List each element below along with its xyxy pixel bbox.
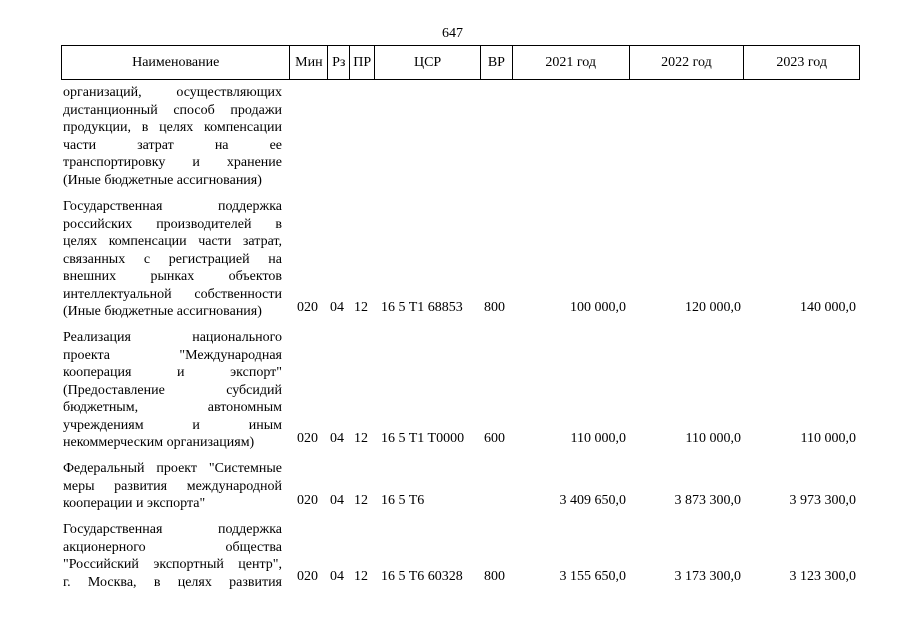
page-number: 647 xyxy=(442,26,463,41)
row-description xyxy=(63,84,282,189)
cell-2022: 110 000,0 xyxy=(685,431,741,446)
description-line: дистанционный способ продажи xyxy=(63,102,282,118)
cell-2022: 3 873 300,0 xyxy=(674,493,741,508)
description-line: части затрат на ее xyxy=(63,137,282,153)
cell-2021: 3 155 650,0 xyxy=(559,569,626,584)
description-line: организаций, осуществляющих xyxy=(63,85,282,100)
description-line: Реализация национального xyxy=(63,330,282,345)
row-values xyxy=(61,493,860,511)
description-line: интеллектуальной собственности xyxy=(63,286,282,302)
header-pr: ПР xyxy=(350,46,375,79)
cell-min: 020 xyxy=(297,493,318,508)
description-line: меры развития международной xyxy=(63,478,282,494)
cell-csr: 16 5 T1 68853 xyxy=(381,300,463,315)
cell-min: 020 xyxy=(297,569,318,584)
description-line: бюджетным, автономным xyxy=(63,400,282,415)
cell-2021: 100 000,0 xyxy=(570,300,626,315)
cell-csr: 16 5 T6 xyxy=(381,493,425,508)
description-line: (Иные бюджетные ассигнования) xyxy=(63,172,262,188)
header-rz: Рз xyxy=(328,46,350,79)
header-csr: ЦСР xyxy=(375,46,481,79)
header-name: Наименование xyxy=(62,46,290,79)
cell-pr: 12 xyxy=(354,300,368,315)
cell-pr: 12 xyxy=(354,431,368,446)
cell-pr: 12 xyxy=(354,569,368,584)
description-line: некоммерческим организациям) xyxy=(63,435,255,450)
description-line: (Иные бюджетные ассигнования) xyxy=(63,304,262,319)
cell-csr: 16 5 T1 T0000 xyxy=(381,431,465,446)
description-line: Федеральный проект "Системные xyxy=(63,461,282,476)
table-header xyxy=(61,45,860,80)
cell-2023: 3 123 300,0 xyxy=(789,569,856,584)
cell-2021: 110 000,0 xyxy=(570,431,626,446)
row-values xyxy=(61,431,860,449)
cell-pr: 12 xyxy=(354,493,368,508)
header-vr: ВР xyxy=(481,46,513,79)
cell-rz: 04 xyxy=(330,569,344,584)
description-line: учреждениям и иным xyxy=(63,417,282,433)
cell-rz: 04 xyxy=(330,300,344,315)
description-line: транспортировку и хранение xyxy=(63,155,282,170)
description-line: акционерного общества xyxy=(63,539,282,555)
cell-rz: 04 xyxy=(330,493,344,508)
description-line: "Российский экспортный центр", xyxy=(63,557,282,572)
description-line: продукции, в целях компенсации xyxy=(63,120,282,135)
description-line: целях компенсации части затрат, xyxy=(63,234,282,249)
description-line: (Предоставление субсидий xyxy=(63,382,282,398)
header-min: Мин xyxy=(290,46,328,79)
description-line: Государственная поддержка xyxy=(63,522,282,537)
cell-vr: 800 xyxy=(484,569,505,584)
cell-2023: 140 000,0 xyxy=(800,300,856,315)
cell-min: 020 xyxy=(297,300,318,315)
description-line: проекта "Международная xyxy=(63,347,282,363)
cell-csr: 16 5 T6 60328 xyxy=(381,569,463,584)
header-2022: 2022 год xyxy=(630,46,745,79)
row-values xyxy=(61,300,860,318)
description-line: Государственная поддержка xyxy=(63,199,282,214)
description-line: кооперации и экспорта" xyxy=(63,496,206,511)
cell-2023: 3 973 300,0 xyxy=(789,493,856,508)
description-line: связанных с регистрацией на xyxy=(63,251,282,267)
cell-vr: 800 xyxy=(484,300,505,315)
description-line: кооперация и экспорт" xyxy=(63,365,282,380)
cell-2022: 3 173 300,0 xyxy=(674,569,741,584)
cell-min: 020 xyxy=(297,431,318,446)
cell-2022: 120 000,0 xyxy=(685,300,741,315)
row-values xyxy=(61,569,860,587)
header-2021: 2021 год xyxy=(513,46,630,79)
cell-2021: 3 409 650,0 xyxy=(559,493,626,508)
description-line: российских производителей в xyxy=(63,216,282,232)
description-line: г. Москва, в целях развития xyxy=(63,574,282,590)
cell-rz: 04 xyxy=(330,431,344,446)
cell-vr: 600 xyxy=(484,431,505,446)
cell-2023: 110 000,0 xyxy=(800,431,856,446)
description-line: внешних рынках объектов xyxy=(63,269,282,284)
header-2023: 2023 год xyxy=(776,54,827,70)
